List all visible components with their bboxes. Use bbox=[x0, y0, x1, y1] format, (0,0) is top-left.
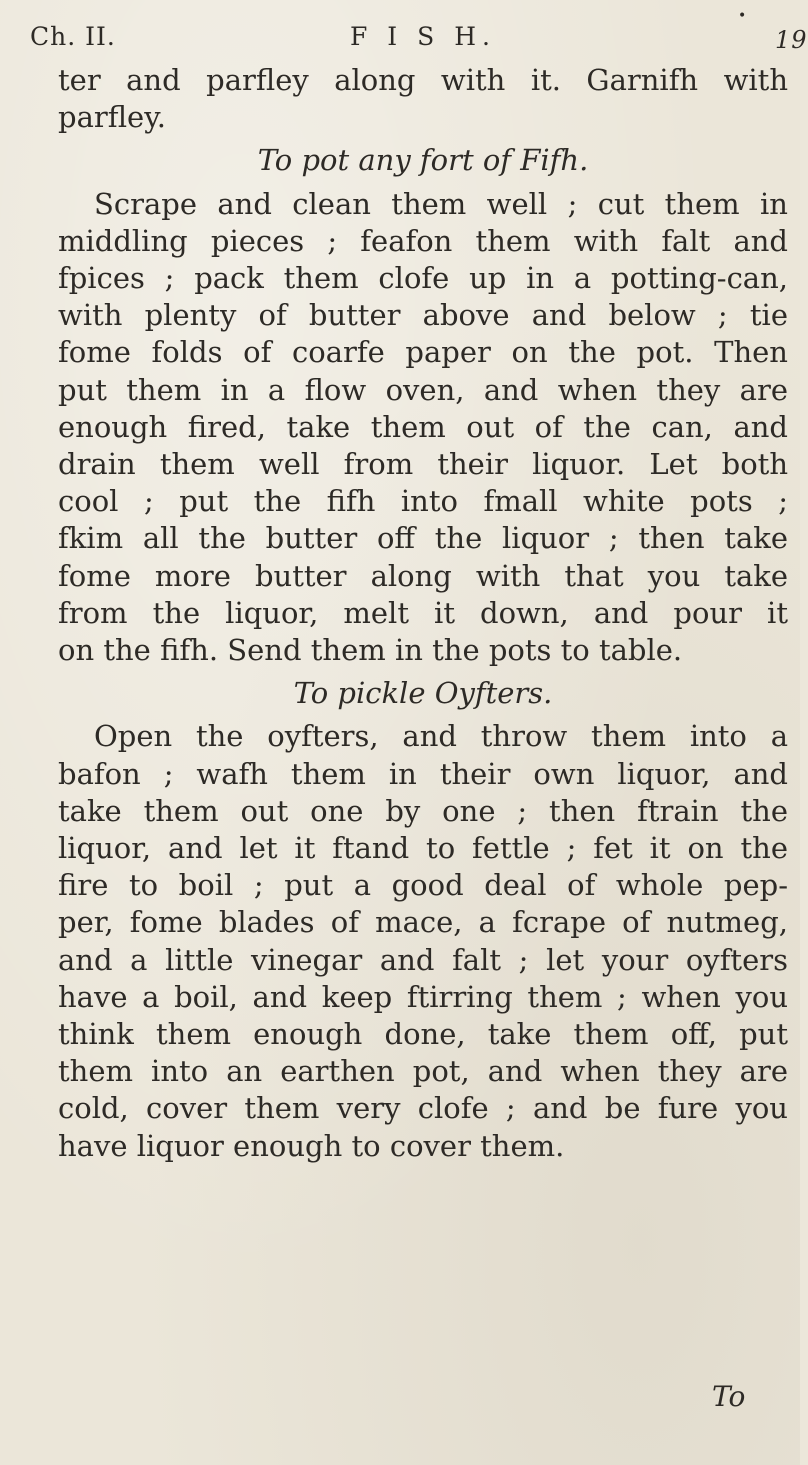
text-line: and a little vinegar and falt ; let your oyfters bbox=[58, 942, 788, 977]
text-line: fkim all the butter off the liquor ; then take bbox=[58, 521, 788, 556]
text-line: think them enough done, take them off, put bbox=[58, 1017, 788, 1052]
text-line: fome more butter along with that you take bbox=[58, 558, 788, 593]
text-line: have a boil, and keep ftirring them ; when you bbox=[58, 979, 788, 1014]
text-line: take them out one by one ; then ftrain the bbox=[58, 793, 788, 828]
text-line: enough fired, take them out of the can, and bbox=[58, 409, 788, 444]
signature-mark: • bbox=[738, 8, 748, 24]
page-number: 19 bbox=[775, 26, 808, 54]
body-text bbox=[58, 62, 788, 1165]
text-line: with plenty of butter above and below ; tie bbox=[58, 298, 788, 333]
text-line: fpices ; pack them clofe up in a potting-can, bbox=[58, 261, 788, 296]
text-line: Scrape and clean them well ; cut them in bbox=[94, 186, 788, 221]
text-line: parfley. bbox=[58, 100, 166, 135]
running-head bbox=[30, 8, 808, 54]
text-line: bafon ; wafh them in their own liquor, and bbox=[58, 756, 788, 791]
catchword: To bbox=[712, 1380, 746, 1413]
text-line: fome folds of coarfe paper on the pot. Then bbox=[58, 335, 788, 370]
text-line: per, fome blades of mace, a fcrape of nutmeg, bbox=[58, 905, 788, 940]
chapter-label: Ch. II. bbox=[30, 22, 116, 51]
text-line: on the fifh. Send them in the pots to table. bbox=[58, 633, 683, 668]
text-line: cold, cover them very clofe ; and be fure you bbox=[58, 1091, 788, 1126]
text-line: drain them well from their liquor. Let both bbox=[58, 447, 788, 482]
text-line: put them in a flow oven, and when they are bbox=[58, 372, 788, 407]
text-line: Open the oyfters, and throw them into a bbox=[94, 719, 788, 754]
section-heading-pot-fish: To pot any fort of Fifh. bbox=[257, 143, 589, 178]
text-line: from the liquor, melt it down, and pour it bbox=[58, 595, 788, 630]
text-line: have liquor enough to cover them. bbox=[58, 1128, 565, 1163]
text-line: liquor, and let it ftand to fettle ; fet it on the bbox=[58, 831, 788, 866]
running-title: F I S H. bbox=[350, 22, 496, 51]
text-line: them into an earthen pot, and when they are bbox=[58, 1054, 788, 1089]
text-line: cool ; put the fifh into fmall white pots ; bbox=[58, 484, 788, 519]
section-heading-pickle-oysters: To pickle Oyfters. bbox=[293, 676, 553, 711]
text-line: middling pieces ; feafon them with falt and bbox=[58, 223, 788, 258]
text-line: ter and parfley along with it. Garnifh with bbox=[58, 63, 788, 97]
text-line: fire to boil ; put a good deal of whole pep- bbox=[58, 868, 788, 903]
